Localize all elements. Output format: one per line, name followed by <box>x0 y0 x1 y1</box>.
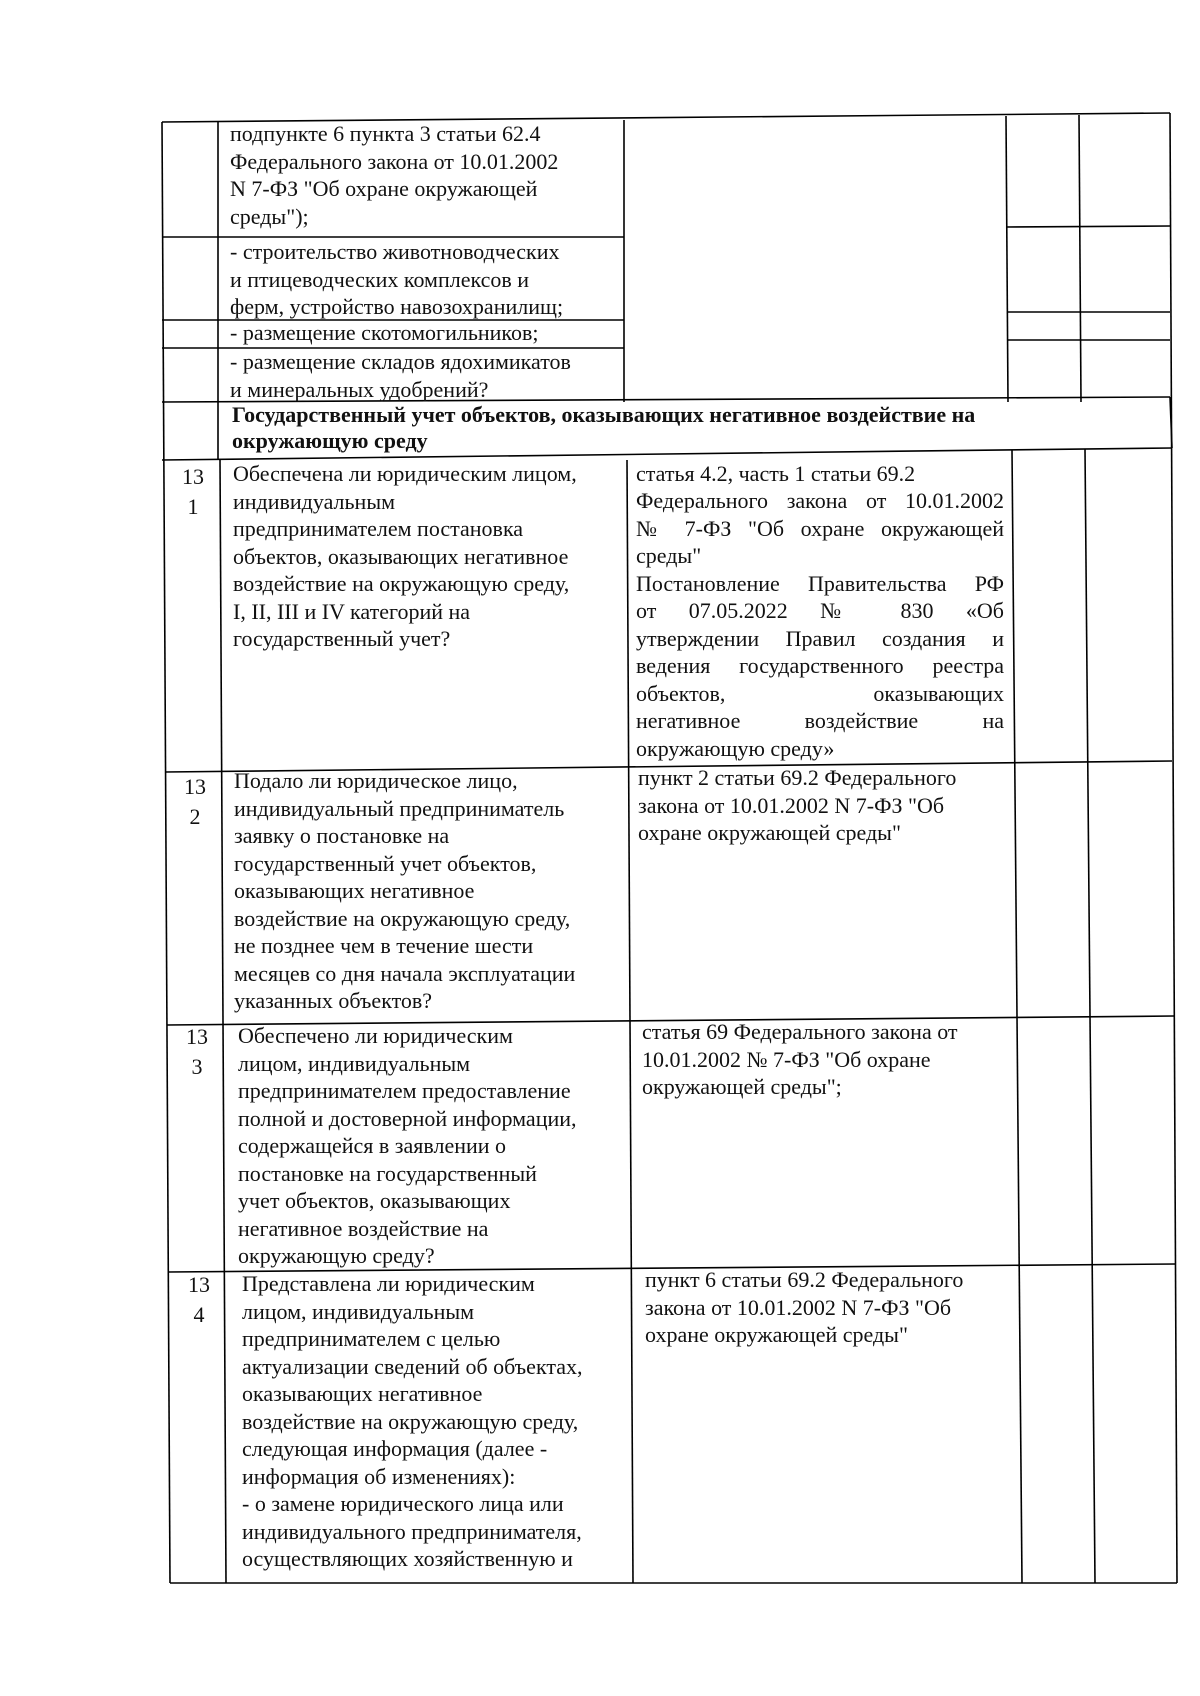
basis-131-b: Федерального закона от 10.01.2002 <box>636 488 1004 513</box>
row-number-132: 13 2 <box>184 774 206 829</box>
basis-131-h: ведения государственного реестра <box>636 653 1004 678</box>
question-132: Подало ли юридическое лицо, индивидуальный предприниматель заявку о постановке на государственный учет объектов, оказывающих негативное воздействие на окружающую среду, не позднее чем в течение шести месяцев со дня начала эксплуатации указанных объектов? <box>234 768 576 1013</box>
basis-131-j: негативное воздействие на <box>636 708 1004 733</box>
basis-133: статья 69 Федерального закона от 10.01.2002 № 7-ФЗ "Об охране окружающей среды"; <box>642 1019 958 1099</box>
basis-131-i: объектов, оказывающих <box>636 681 1004 706</box>
section-heading: Государственный учет объектов, оказывающих негативное воздействие на окружающую среду <box>232 402 976 453</box>
question-134: Представлена ли юридическим лицом, индивидуальным предпринимателем с целью актуализации сведений об объектах, оказывающих негативное воздействие на окружающую среду, следующая информация (далее - информация об изменениях): - о замене юридического лица или индивидуального предпринимателя, осуществляющих хозяйственную и <box>242 1271 583 1571</box>
basis-132: пункт 2 статьи 69.2 Федерального закона от 10.01.2002 N 7-ФЗ "Об охране окружающей среды" <box>638 765 957 845</box>
basis-131-f: от 07.05.2022 № 830 «Об <box>636 598 1004 623</box>
continuation-text-federal-law: подпункте 6 пункта 3 статьи 62.4 Федерального закона от 10.01.2002 N 7-ФЗ "Об охране окружающей среды"); <box>230 121 559 229</box>
item-livestock-complexes: - строительство животноводческих и птицеводческих комплексов и ферм, устройство навозохранилищ; <box>230 239 564 319</box>
basis-131-d: среды" <box>636 543 702 568</box>
basis-131-k: окружающую среду» <box>636 736 835 761</box>
item-agrochemical-warehouses: - размещение складов ядохимикатов и минеральных удобрений? <box>230 349 571 402</box>
basis-131-a: статья 4.2, часть 1 статьи 69.2 <box>636 461 916 486</box>
basis-131-e: Постановление Правительства РФ <box>636 571 1004 596</box>
question-133: Обеспечено ли юридическим лицом, индивидуальным предпринимателем предоставление полной и достоверной информации, содержащейся в заявлении о постановке на государственный учет объектов, оказывающих негативное воздействие на окружающую среду? <box>238 1023 577 1268</box>
basis-131-g: утверждении Правил создания и <box>636 626 1004 651</box>
item-cattle-burial-grounds: - размещение скотомогильников; <box>230 320 539 345</box>
basis-134: пункт 6 статьи 69.2 Федерального закона от 10.01.2002 N 7-ФЗ "Об охране окружающей среды" <box>645 1267 964 1347</box>
row-number-133: 13 3 <box>186 1024 208 1079</box>
row-number-131: 13 1 <box>182 464 204 519</box>
basis-131-c: № 7-ФЗ "Об охране окружающей <box>636 516 1004 541</box>
row-number-134: 13 4 <box>188 1272 210 1327</box>
question-131: Обеспечена ли юридическим лицом, индивидуальным предпринимателем постановка объектов, оказывающих негативное воздействие на окружающую среду, I, II, III и IV категорий на государственный учет? <box>233 461 577 651</box>
